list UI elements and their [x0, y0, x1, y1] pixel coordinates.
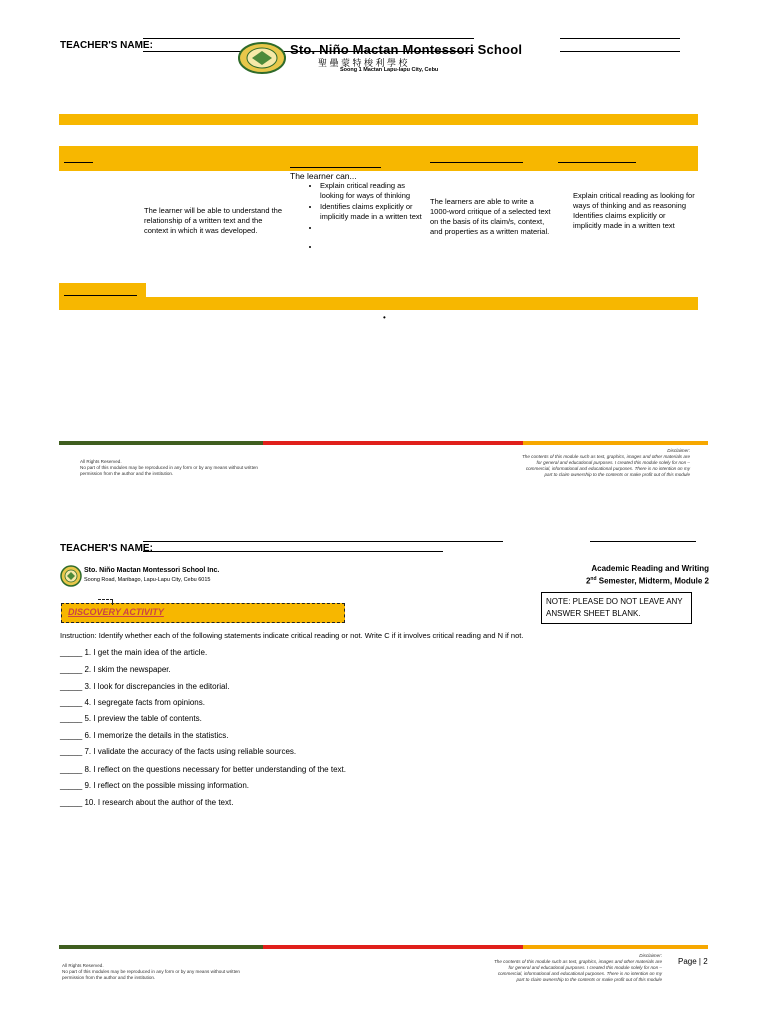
- footer-stripe-orange-p2: [523, 945, 708, 949]
- semester-text: Semester, Midterm, Module 2: [596, 576, 709, 586]
- footer-stripe-green: [59, 441, 263, 445]
- header-line-1: [64, 162, 93, 163]
- school-name-p2: Sto. Niño Mactan Montessori School Inc.: [84, 567, 220, 574]
- performance-standard-text: The learners are able to write a 1000-word critique of a selected text on the basis of its claim/s, context, and properties as a written material.: [430, 197, 551, 236]
- competency-item: [320, 242, 426, 252]
- question-item: _____ 9. I reflect on the possible missing information.: [60, 781, 249, 790]
- footer-notice: No part of this modules may be reproduced in any form or by any means without written permission from the author and the institution.: [80, 465, 258, 476]
- top-line: [143, 38, 474, 39]
- content-standard-text: The learner will be able to understand the relationship of a written text and the context in which it was developed.: [144, 206, 283, 235]
- competency-item: • Identifies claims explicitly or implicitly made in a written text: [320, 202, 426, 222]
- question-item: _____ 5. I preview the table of contents.: [60, 714, 202, 723]
- footer-rights: All Rights Reserved.: [80, 459, 122, 464]
- school-name: Sto. Niño Mactan Montessori School: [290, 42, 523, 57]
- competency-item: • Explain critical reading as looking for ways of thinking: [320, 181, 426, 201]
- top-line-p2: [143, 541, 503, 542]
- semester-sup: nd: [590, 576, 597, 582]
- question-item: _____ 7. I validate the accuracy of the facts using reliable sources.: [60, 747, 297, 756]
- note-text: NOTE: PLEASE DO NOT LEAVE ANY ANSWER SHEET BLANK.: [546, 597, 683, 618]
- teacher-name-label-p2: TEACHER'S NAME:: [60, 543, 153, 554]
- question-item: _____ 10. I research about the author of the text.: [60, 798, 234, 807]
- disclaimer-title-p2: Disclaimer:: [639, 953, 662, 958]
- footer-notice-p2: No part of this modules may be reproduced in any form or by any means without written permission from the author and the institution.: [62, 969, 240, 980]
- disclaimer-title: Disclaimer:: [667, 448, 690, 453]
- header-line-2: [290, 167, 381, 168]
- header-line-3: [430, 162, 523, 163]
- discovery-tab: [98, 599, 113, 605]
- performance-column: [290, 171, 426, 253]
- note-box: [541, 592, 692, 624]
- footer-stripe-orange: [523, 441, 708, 445]
- bullet-mark: •: [383, 313, 386, 322]
- teacher-name-line-p2: [143, 551, 443, 552]
- yellow-band-1: [59, 114, 698, 125]
- footer-stripe-green-p2: [59, 945, 263, 949]
- learner-can-heading: The learner can...: [290, 171, 357, 181]
- course-title: Academic Reading and Writing: [591, 564, 709, 573]
- instruction-text: Instruction: Identify whether each of the following statements indicate critical reading or not. Write C if it involves critical reading and N if not.: [60, 631, 524, 640]
- discovery-activity-box: [61, 603, 345, 623]
- learning-competency-text: Explain critical reading as looking for ways of thinking and as reasoning Identifies claims explicitly or implicitly made in a written text: [573, 191, 695, 230]
- question-item: _____ 1. I get the main idea of the article.: [60, 648, 208, 657]
- school-logo-small: [60, 565, 82, 587]
- school-chinese: 聖 壘 蒙 特 梭 利 學 校: [318, 58, 408, 68]
- date-line: [560, 38, 680, 39]
- question-item: _____ 6. I memorize the details in the statistics.: [60, 731, 229, 740]
- header-line-4: [558, 162, 636, 163]
- school-address: Soong 1 Mactan Lapu-lapu City, Cebu: [340, 67, 439, 73]
- footer-rights-p2: All Rights Reserved.: [62, 963, 104, 968]
- discovery-activity-label: DISCOVERY ACTIVITY: [68, 607, 164, 617]
- page-number: Page | 2: [678, 957, 708, 966]
- teacher-name-label: TEACHER'S NAME:: [60, 40, 153, 51]
- date-line-p2: [590, 541, 696, 542]
- question-item: _____ 4. I segregate facts from opinions.: [60, 698, 205, 707]
- question-item: _____ 2. I skim the newspaper.: [60, 665, 171, 674]
- semester-number: 2: [585, 576, 591, 586]
- yellow-band-3: [59, 297, 698, 310]
- school-logo: [238, 42, 286, 74]
- footer-stripe-red: [263, 441, 523, 445]
- semester-line: [586, 576, 709, 586]
- disclaimer-text: The contents of this module such as text, graphics, images and other materials are for general and educational purposes. I created this module solely for non – commercial, informational and educational purposes. There is no intention on my part to claim ownership to the contents or make profit out of this module: [521, 454, 690, 477]
- footer-stripe-red-p2: [263, 945, 523, 949]
- disclaimer-text-p2: The contents of this module such as text, graphics, images and other materials are for general and educational purposes. I created this module solely for non – commercial, informational and educational purposes. There is no intention on my part to claim ownership to the contents or make profit out of this module: [493, 959, 662, 982]
- tab-line: [64, 295, 137, 296]
- date-line-2: [560, 51, 680, 52]
- school-address-p2: Soong Road, Maribago, Lapu-Lapu City, Cebu 6015: [84, 577, 211, 583]
- question-item: _____ 8. I reflect on the questions necessary for better understanding of the text.: [60, 765, 346, 774]
- competency-item: [320, 223, 426, 233]
- question-item: _____ 3. I look for discrepancies in the editorial.: [60, 682, 230, 691]
